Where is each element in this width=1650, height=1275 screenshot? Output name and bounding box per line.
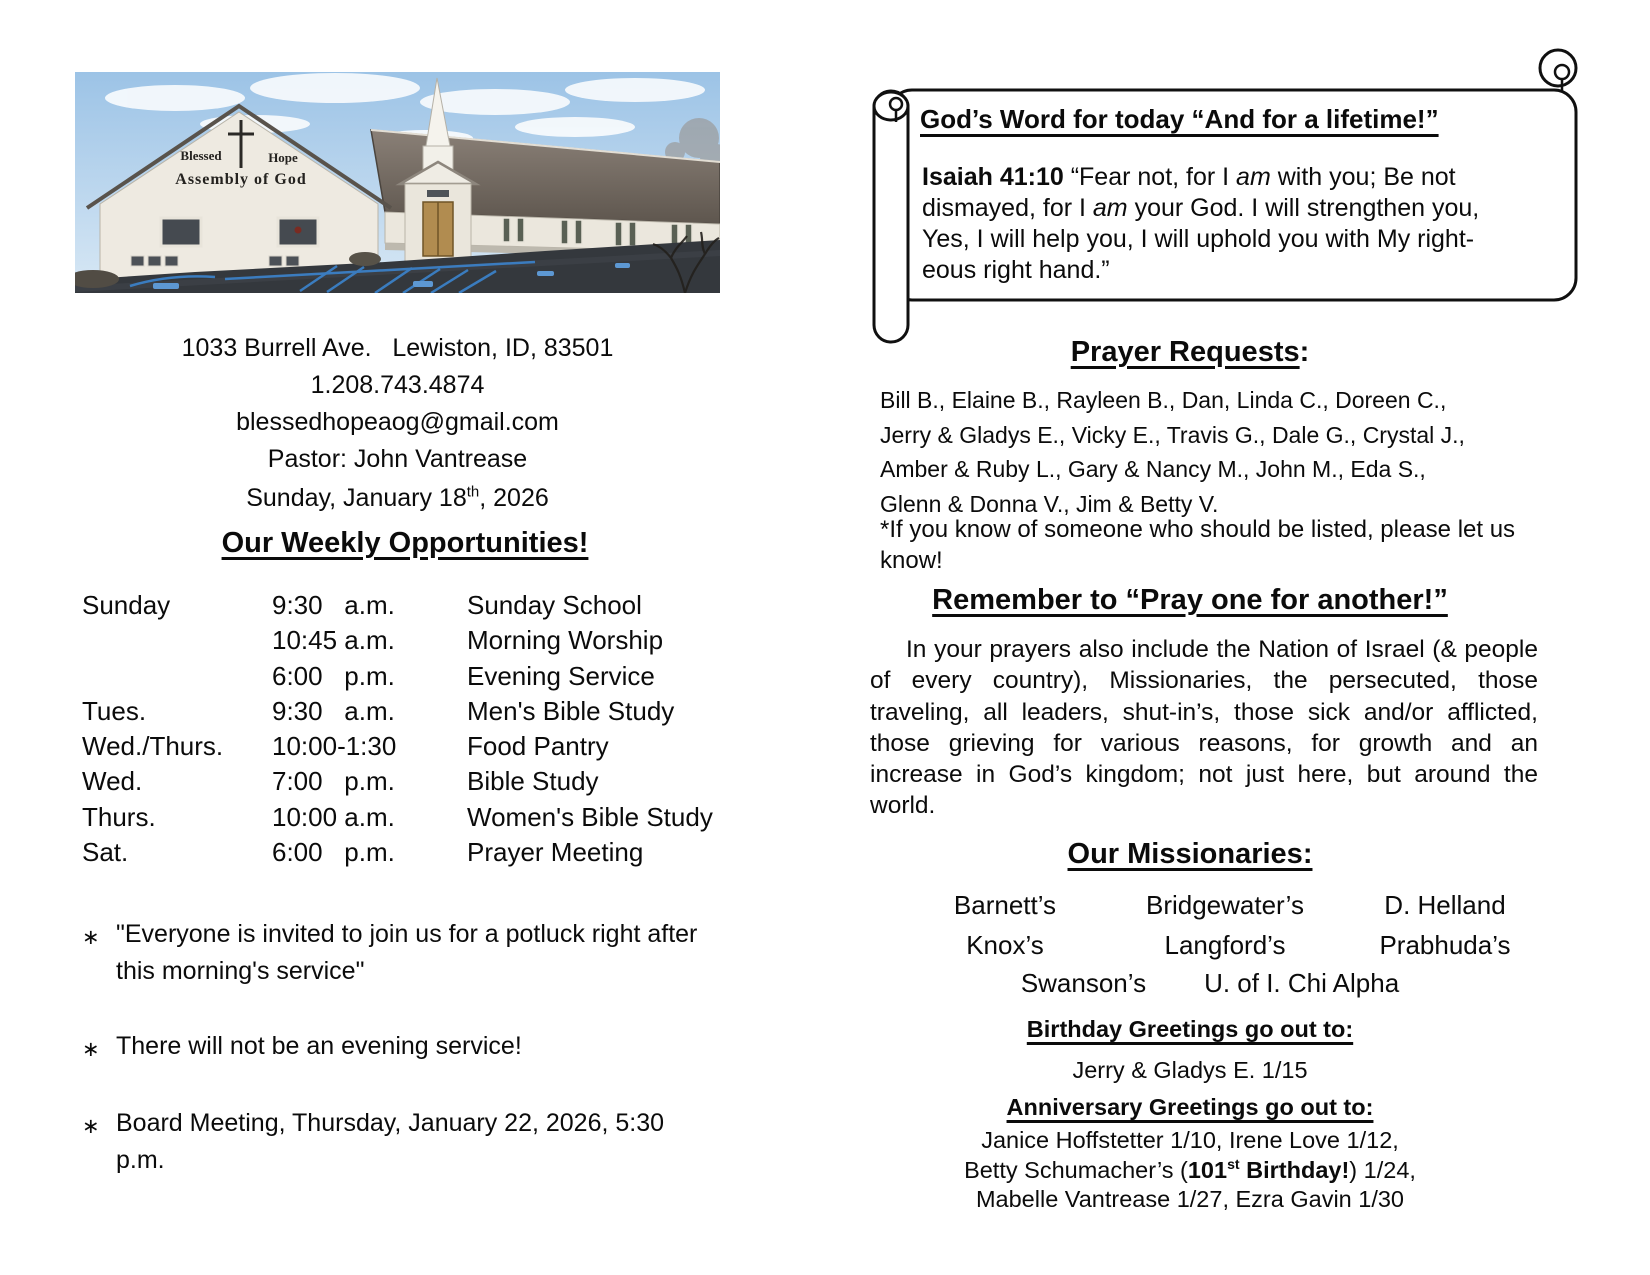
missionary-name: U. of I. Chi Alpha [1204,968,1400,998]
schedule-activity: Bible Study [467,766,599,797]
schedule-activity: Morning Worship [467,625,664,656]
missionary-name: Bridgewater’s [1145,890,1304,920]
verse-line: Yes, I will help you, I will uphold you with My right- [922,225,1475,253]
missionary-name: Prabhuda’s [1379,929,1511,960]
prayer-requests-list [880,383,1465,521]
schedule-day: Sat. [82,837,129,868]
remember-title: Remember to “Pray one for another!” [932,584,1448,616]
building-sign-right: Hope [268,150,298,165]
birthday-line: Jerry & Gladys E. 1/15 [1072,1057,1308,1083]
verse-line: eous right hand.” [922,256,1110,284]
schedule-day: Tues. [82,695,147,726]
schedule-time: 10:00-1:30 [272,731,397,762]
schedule-time: 9:30 a.m. [272,695,395,726]
scripture-verse [922,162,1567,286]
schedule-time: 6:00 p.m. [272,837,395,868]
schedule-time: 6:00 p.m. [272,660,395,691]
missionaries-grid [905,886,1545,965]
schedule-day: Thurs. [82,801,156,832]
building-sign-bottom: Assembly of God [175,171,307,188]
bullet-asterisk: ∗ [82,926,100,949]
email-line: blessedhopeaog@gmail.com [236,408,559,436]
scroll-title: God’s Word for today “And for a lifetime!” [920,104,1439,134]
phone-line: 1.208.743.4874 [310,371,485,399]
anniversary-lines [845,1126,1535,1215]
schedule-time: 10:00 a.m. [272,801,395,832]
announcement-board-meeting: ∗ Board Meeting, Thursday, January 22, 2026, 5:30 p.m. [82,1105,722,1179]
announcement-potluck: ∗ "Everyone is invited to join us for a potluck right after this morning's service" [82,916,722,990]
birthday-title: Birthday Greetings go out to: [1026,1016,1354,1042]
church-photo [75,72,720,293]
scripture-scroll [850,48,1585,348]
schedule-day: Sunday [82,590,171,620]
missionaries-title: Our Missionaries: [1067,838,1313,870]
missionaries-last-row [880,968,1540,999]
anniversary-title: Anniversary Greetings go out to: [1006,1094,1374,1120]
prayer-names-line: Jerry & Gladys E., Vicky E., Travis G., Dale G., Crystal J., [880,421,1465,448]
address-line: 1033 Burrell Ave. Lewiston, ID, 83501 [181,334,614,362]
transom-window [427,190,449,197]
ordinal-superscript: st [1227,1155,1240,1172]
building-sign-left: Blessed [180,148,222,163]
prayer-names-line: Bill B., Elaine B., Rayleen B., Dan, Linda C., Doreen C., [880,387,1447,413]
pastor-line: Pastor: John Vantrease [267,445,528,473]
bullet-asterisk: ∗ [82,1038,100,1061]
verse-line: Isaiah 41:10 “Fear not, for I am with you; Be not [922,163,1456,191]
schedule-day [82,659,272,694]
shrub [349,252,381,266]
anniversary-line: Janice Hoffstetter 1/10, Irene Love 1/12, [981,1127,1399,1153]
schedule-activity: Evening Service [467,660,655,691]
window-wreath [295,227,302,234]
bullet-asterisk: ∗ [82,1115,100,1138]
schedule-day [82,623,272,658]
verse-line: dismayed, for I am your God. I will strengthen you, [922,194,1480,222]
prayer-requests-title: Prayer Requests: [1070,336,1310,368]
date-ordinal: th [466,483,480,501]
prayer-list-note: *If you know of someone who should be listed, please let us know! [880,516,1516,574]
anniversary-line: Mabelle Vantrease 1/27, Ezra Gavin 1/30 [975,1186,1405,1212]
verse-reference: Isaiah 41:10 [922,163,1064,191]
missionary-name: D. Helland [1384,890,1506,920]
missionary-name: Knox’s [966,929,1044,960]
schedule-day: Wed./Thurs. [82,731,224,762]
schedule-time: 7:00 p.m. [272,766,395,797]
title-colon: : [1299,336,1310,368]
schedule-activity: Men's Bible Study [467,695,675,726]
missionary-name: Langford’s [1164,929,1286,960]
schedule-activity: Prayer Meeting [467,837,644,868]
announcement-no-evening-service: ∗ There will not be an evening service! [82,1028,722,1068]
remember-paragraph: In your prayers also include the Nation of Israel (& people of every country), Missionaries, the persecuted, those traveling, all leaders, shut-in’s, those sick and/or afflicted, those grieving for various reasons, for growth and an increase in God’s kingdom; not just here, but around the world. [870,636,1538,820]
missionary-name: Barnett’s [953,890,1057,920]
schedule-time: 10:45 a.m. [272,625,395,656]
anniversary-line: Betty Schumacher’s (101st Birthday!) 1/24, [964,1155,1416,1183]
missionary-name: Swanson’s [1020,968,1147,998]
schedule-activity: Sunday School [467,590,642,620]
prayer-names-line: Amber & Ruby L., Gary & Nancy M., John M., Eda S., [880,456,1426,482]
weekly-schedule [82,588,742,870]
weekly-title: Our Weekly Opportunities! [221,527,589,559]
prayer-names-line: Glenn & Donna V., Jim & Betty V. [880,490,1219,517]
schedule-time: 9:30 a.m. [272,590,395,620]
schedule-day: Wed. [82,766,143,797]
schedule-activity: Food Pantry [467,731,609,762]
schedule-activity: Women's Bible Study [467,801,713,832]
service-date: Sunday, January 18th, 2026 [246,483,549,512]
